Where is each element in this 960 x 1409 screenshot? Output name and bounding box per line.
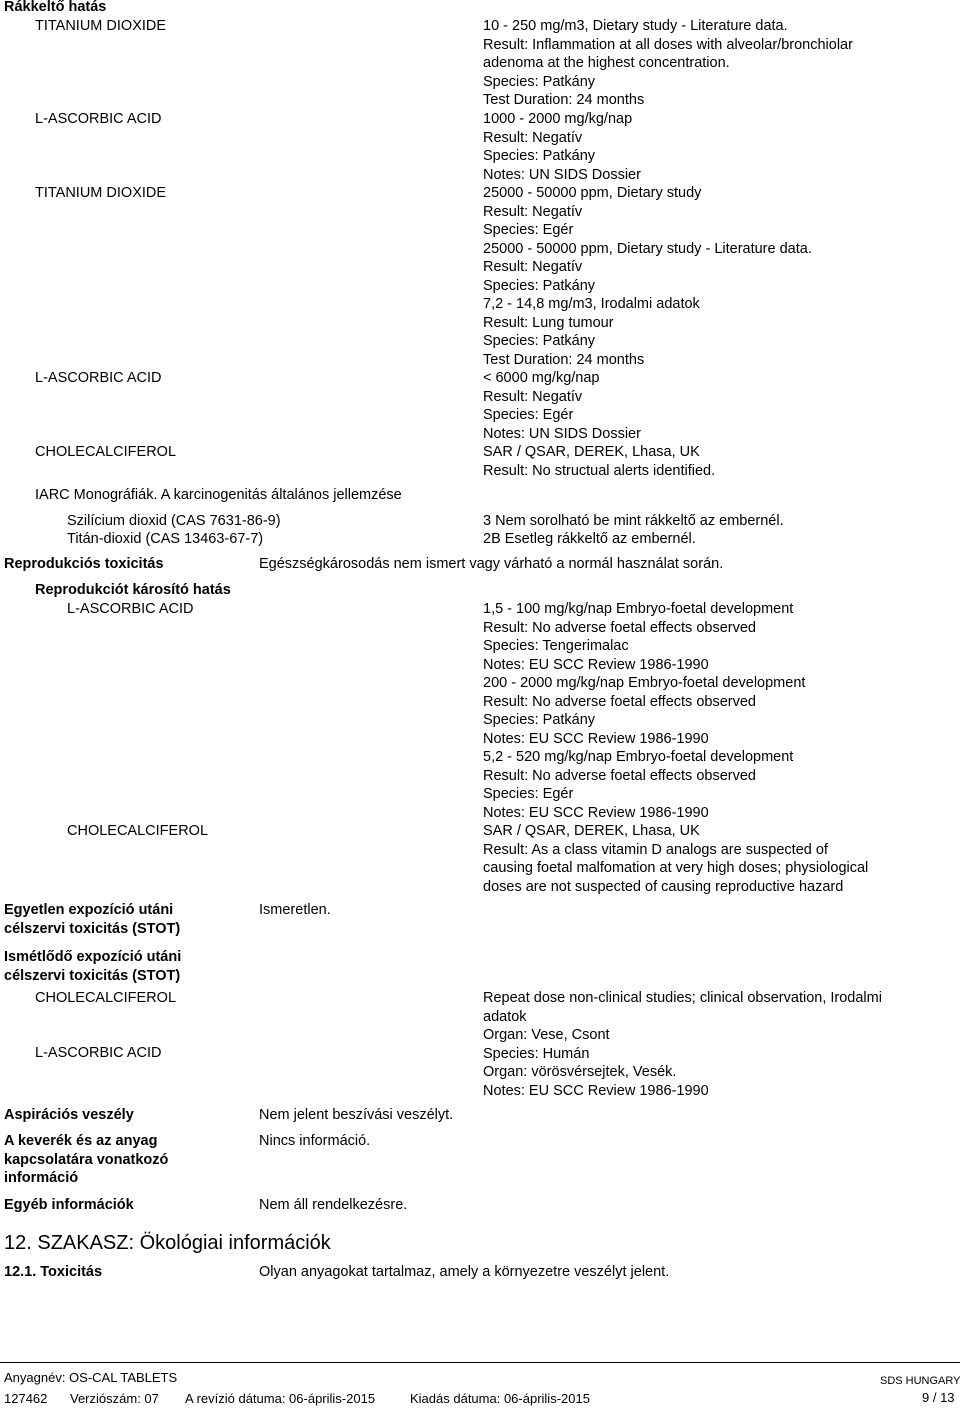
footer-product: Anyagnév: OS-CAL TABLETS — [4, 1370, 178, 1385]
iarc-value-2: 2B Esetleg rákkeltő az embernél. — [483, 531, 696, 547]
repro-details-2: SAR / QSAR, DEREK, Lhasa, UK Result: As a class vitamin D analogs are suspected of causing foetal malfomation at very high doses; physiological doses are not suspected of causing reproductive hazard — [483, 823, 869, 895]
section12-toxicity-label: 12.1. Toxicitás — [4, 1264, 103, 1280]
iarc-heading: IARC Monográfiák. A karcinogenitás általános jellemzése — [35, 487, 402, 503]
iarc-value-1: 3 Nem sorolható be mint rákkeltő az embernél. — [483, 513, 784, 529]
carc-details-4: < 6000 mg/kg/nap Result: Negatív Species: Egér Notes: UN SIDS Dossier — [483, 370, 641, 442]
carc-details-5: SAR / QSAR, DEREK, Lhasa, UK Result: No structual alerts identified. — [483, 444, 716, 479]
carc-details-2: 1000 - 2000 mg/kg/nap Result: Negatív Species: Patkány Notes: UN SIDS Dossier — [483, 111, 641, 183]
footer-code: 127462 — [4, 1391, 48, 1406]
iarc-label-2: Titán-dioxid (CAS 13463-67-7) — [67, 531, 264, 547]
other-info-label: Egyéb információk — [4, 1197, 134, 1213]
repro-details-1: 1,5 - 100 mg/kg/nap Embryo-foetal development Result: No adverse foetal effects observed Species: Tengerimalac Notes: EU SCC Review 1986-1990 200 - 2000 mg/kg/nap Embryo-foetal development Result: No adverse foetal effects observed Species: Patkány Notes: EU SCC Review 1986-1990 5,2 - 520 mg/kg/nap Embryo-foetal development Result: No adverse foetal effects observed Species: Egér Notes: EU SCC Review 1986-1990 — [483, 601, 806, 821]
carc-substance-1: TITANIUM DIOXIDE — [35, 18, 167, 34]
carc-substance-3: TITANIUM DIOXIDE — [35, 185, 167, 201]
footer-divider — [0, 1362, 960, 1363]
footer-page-number: 9 / 13 — [922, 1390, 955, 1405]
stot-repeated-label: Ismétlődő expozíció utáni célszervi toxicitás (STOT) — [4, 949, 182, 984]
carc-substance-2: L-ASCORBIC ACID — [35, 111, 162, 127]
carc-details-3: 25000 - 50000 ppm, Dietary study Result: Negatív Species: Egér 25000 - 50000 ppm, Dietary study - Literature data. Result: Negatív Species: Patkány 7,2 - 14,8 mg/m3, Irodalmi adatok Result: Lung tumour Species: Patkány Test Duration: 24 months — [483, 185, 812, 368]
carcinogenicity-heading: Rákkeltő hatás — [4, 0, 107, 15]
other-info-value: Nem áll rendelkezésre. — [259, 1197, 408, 1213]
section12-heading: 12. SZAKASZ: Ökológiai információk — [4, 1232, 331, 1254]
footer-version: Verziószám: 07 — [70, 1391, 159, 1406]
mixture-value: Nincs információ. — [259, 1133, 371, 1149]
repro-substance-2: CHOLECALCIFEROL — [67, 823, 209, 839]
stot-single-value: Ismeretlen. — [259, 902, 331, 918]
footer-doc-type: SDS HUNGARY — [880, 1375, 960, 1387]
carc-substance-4: L-ASCORBIC ACID — [35, 370, 162, 386]
footer-revision-date: A revízió dátuma: 06-április-2015 — [185, 1391, 376, 1406]
stot-details-1: Repeat dose non-clinical studies; clinical observation, Irodalmi adatok Organ: Vese, Csont Species: Humán Organ: vörösvérsejtek, Vesék. Notes: EU SCC Review 1986-1990 — [483, 990, 882, 1099]
stot-substance-1: CHOLECALCIFEROL — [35, 990, 177, 1006]
carc-details-1: 10 - 250 mg/m3, Dietary study - Literature data. Result: Inflammation at all doses with alveolar/bronchiolar adenoma at the highest concentration. Species: Patkány Test Duration: 24 months — [483, 18, 853, 108]
stot-substance-2: L-ASCORBIC ACID — [35, 1045, 162, 1061]
reproductive-label: Reprodukciós toxicitás — [4, 556, 164, 572]
aspiration-value: Nem jelent beszívási veszélyt. — [259, 1107, 454, 1123]
stot-single-label: Egyetlen expozíció utáni célszervi toxicitás (STOT) — [4, 902, 181, 937]
footer-issue-date: Kiadás dátuma: 06-április-2015 — [410, 1391, 590, 1406]
iarc-label-1: Szilícium dioxid (CAS 7631-86-9) — [67, 513, 281, 529]
repro-substance-1: L-ASCORBIC ACID — [67, 601, 194, 617]
reproductive-value: Egészségkárosodás nem ismert vagy várható a normál használat során. — [259, 556, 724, 572]
section12-toxicity-value: Olyan anyagokat tartalmaz, amely a környezetre veszélyt jelent. — [259, 1264, 670, 1280]
carc-substance-5: CHOLECALCIFEROL — [35, 444, 177, 460]
mixture-label: A keverék és az anyag kapcsolatára vonatkozó információ — [4, 1133, 169, 1186]
aspiration-label: Aspirációs veszély — [4, 1107, 134, 1123]
reproductive-sub-heading: Reprodukciót károsító hatás — [35, 582, 231, 598]
